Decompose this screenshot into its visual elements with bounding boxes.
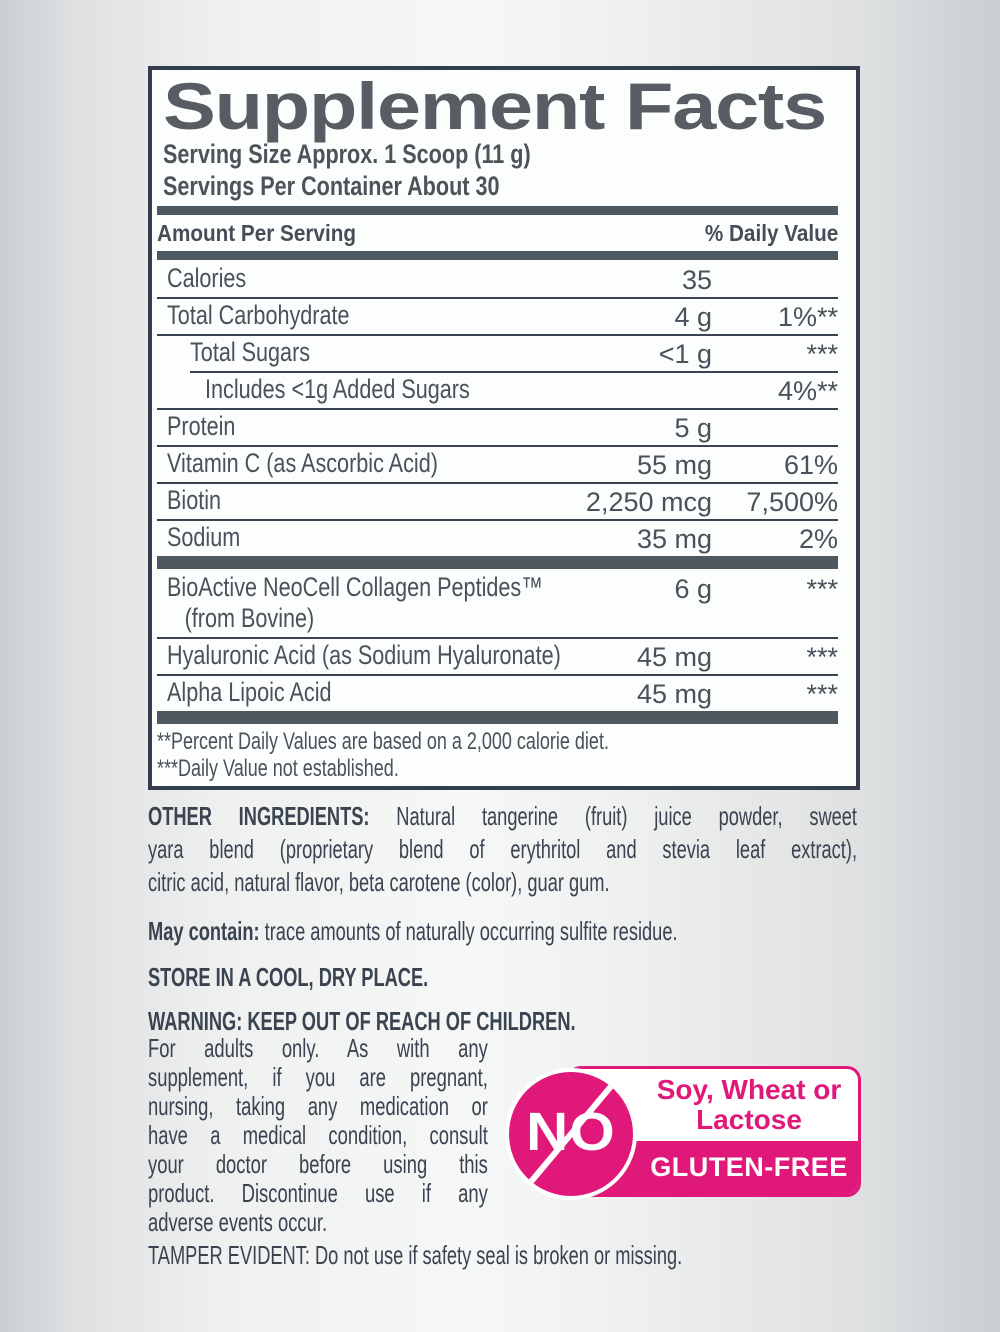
daily-value: 2% (798, 524, 838, 554)
daily-value: 61% (783, 450, 838, 480)
table-row (157, 260, 838, 297)
table-row (157, 445, 838, 482)
nutrition-table (157, 260, 838, 724)
divider-bar (157, 556, 838, 569)
other-ingredients (148, 800, 857, 899)
serving-size: Serving Size Approx. 1 Scoop (11 g) (163, 139, 531, 169)
text-line: For adults only. As with any (148, 1033, 488, 1063)
footnotes (157, 728, 838, 782)
adults-only-paragraph (148, 1034, 488, 1237)
nutrient-name: Protein (167, 411, 236, 441)
daily-value: *** (806, 642, 838, 672)
amount-value: 5 g (674, 413, 712, 443)
table-row (157, 569, 838, 637)
may-contain-label: May contain: (148, 916, 260, 946)
table-row (157, 674, 838, 711)
amount-per-serving-header: Amount Per Serving (157, 219, 356, 246)
gluten-free-banner: GLUTEN-FREE (570, 1141, 858, 1194)
daily-value: 7,500% (746, 487, 838, 517)
daily-value: *** (806, 574, 838, 604)
amount-value: <1 g (658, 339, 712, 369)
text-line: product. Discontinue use if any (148, 1178, 488, 1208)
table-row (157, 482, 838, 519)
nutrient-name: Total Sugars (190, 337, 311, 367)
daily-value: *** (806, 339, 838, 369)
supplement-facts-title: Supplement Facts (163, 69, 826, 143)
allergen-free-badge (505, 1062, 861, 1204)
other-ingredients-line: citric acid, natural flavor, beta carotene (color), guar gum. (148, 867, 610, 897)
text-line: supplement, if you are pregnant, (148, 1062, 488, 1092)
table-row (157, 334, 838, 371)
nutrient-name: Biotin (167, 485, 222, 515)
divider-bar (157, 711, 838, 724)
text-line: have a medical condition, consult (148, 1120, 488, 1150)
no-symbol-icon (505, 1068, 637, 1200)
table-row (157, 637, 838, 674)
nutrient-name: BioActive NeoCell Collagen Peptides™ (from Bovine) (167, 572, 543, 633)
text-line: your doctor before using this (148, 1149, 488, 1179)
nutrient-name: Alpha Lipoic Acid (167, 677, 332, 707)
divider-bar (157, 206, 838, 215)
table-row (157, 519, 838, 556)
table-row (157, 297, 838, 334)
text-line: ***Daily Value not established. (157, 755, 399, 782)
servings-per-container: Servings Per Container About 30 (163, 171, 500, 201)
nutrient-name: Includes <1g Added Sugars (205, 374, 470, 404)
amount-value: 4 g (674, 302, 712, 332)
nutrient-name: Calories (167, 263, 247, 293)
daily-value: *** (806, 679, 838, 709)
supplement-facts-panel (148, 66, 860, 790)
nutrient-name: Sodium (167, 522, 241, 552)
no-text: NO (526, 1102, 616, 1162)
other-ingredients-line: OTHER INGREDIENTS: Natural tangerine (fruit) juice powder, sweet (148, 801, 858, 831)
amount-value: 35 (681, 265, 712, 295)
nutrient-name: Vitamin C (as Ascorbic Acid) (167, 448, 438, 478)
daily-value: 1%** (777, 302, 838, 332)
text-line: adverse events occur. (148, 1207, 328, 1237)
storage-instruction: STORE IN A COOL, DRY PLACE. (148, 962, 429, 992)
text-line: nursing, taking any medication or (148, 1091, 488, 1121)
text-line: **Percent Daily Values are based on a 2,000 calorie diet. (157, 728, 609, 755)
amount-value: 45 mg (636, 642, 712, 672)
daily-value: 4%** (777, 376, 838, 406)
tamper-evident-text: TAMPER EVIDENT: Do not use if safety seal is broken or missing. (148, 1240, 683, 1270)
daily-value-header: % Daily Value (704, 219, 838, 246)
table-header (157, 215, 838, 251)
may-contain: May contain: trace amounts of naturally occurring sulfite residue. (148, 916, 678, 946)
table-row (157, 371, 838, 408)
amount-value: 55 mg (636, 450, 712, 480)
other-ingredients-label: OTHER INGREDIENTS: (148, 801, 370, 831)
allergen-line-1: Soy, Wheat or (656, 1074, 842, 1105)
nutrient-name: Total Carbohydrate (167, 300, 350, 330)
warning-text: WARNING: KEEP OUT OF REACH OF CHILDREN. (148, 1006, 576, 1036)
amount-value: 2,250 mcg (585, 487, 712, 517)
table-row (157, 408, 838, 445)
amount-value: 35 mg (636, 524, 712, 554)
divider-bar (157, 251, 838, 260)
amount-value: 6 g (674, 574, 712, 604)
allergen-line-2: Lactose (696, 1104, 802, 1135)
nutrient-name: Hyaluronic Acid (as Sodium Hyaluronate) (167, 640, 561, 670)
amount-value: 45 mg (636, 679, 712, 709)
other-ingredients-line: yara blend (proprietary blend of erythritol and stevia leaf extract), (148, 834, 858, 864)
